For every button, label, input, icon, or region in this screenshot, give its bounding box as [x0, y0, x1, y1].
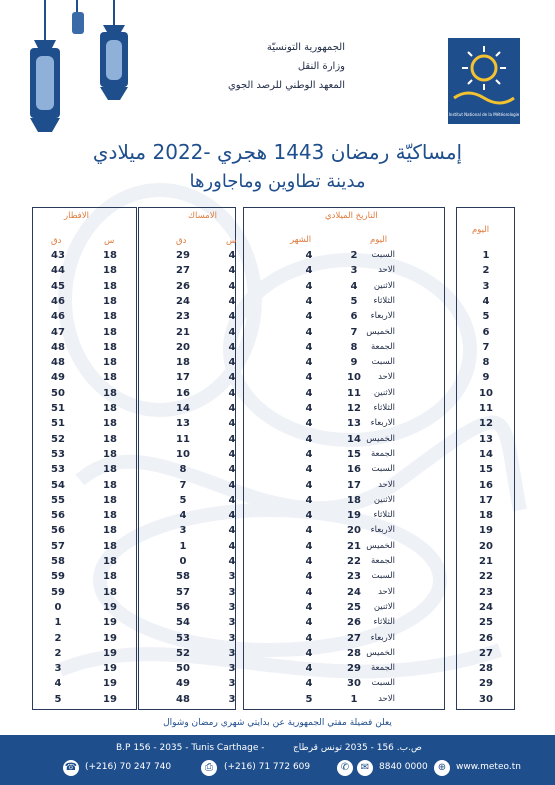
gregorian-day: 23	[347, 571, 361, 583]
header-institute: المعهد الوطني للرصد الجوي	[227, 80, 345, 91]
day-number: 27	[479, 647, 493, 659]
col-header-imsak: الامساك	[188, 211, 217, 221]
imsak-minute: 17	[176, 372, 190, 384]
iftar-hour: 19	[103, 632, 117, 644]
imsak-minutes-header: دق	[176, 236, 187, 246]
imsak-hour: 3	[228, 647, 236, 659]
weekday-name: الثلاثاء	[373, 510, 395, 521]
iftar-minute: 48	[51, 341, 65, 353]
gregorian-month: 4	[305, 586, 313, 598]
sun-wave-icon	[448, 38, 520, 108]
iftar-hour: 18	[103, 571, 117, 583]
imsak-minute: 13	[176, 418, 190, 430]
weekday-name: الاحد	[378, 265, 395, 276]
imsak-hours-header: س	[226, 236, 237, 246]
day-number: 9	[482, 372, 490, 384]
gregorian-day: 15	[347, 448, 361, 460]
address-arabic: ص.ب. 156 - 2035 تونس قرطاج	[293, 743, 422, 753]
weekday-name: الخميس	[366, 647, 395, 658]
gregorian-month: 4	[305, 647, 313, 659]
imsak-hour: 3	[228, 586, 236, 598]
iftar-minutes-header: دق	[51, 236, 62, 246]
gregorian-month: 4	[305, 556, 313, 567]
header-ministry: وزارة النقل	[297, 61, 345, 72]
iftar-hour: 18	[103, 433, 117, 445]
weekday-name: الثلاثاء	[373, 617, 395, 628]
gregorian-month: 4	[305, 617, 313, 629]
imsak-minute: 4	[179, 510, 187, 522]
imsak-hour: 4	[228, 433, 236, 445]
weekday-name: الخميس	[366, 540, 395, 551]
gregorian-month: 4	[305, 418, 313, 430]
day-number: 3	[482, 280, 490, 292]
fax-icon: ⎙	[201, 760, 217, 776]
inm-logo	[448, 38, 520, 124]
imsak-minute: 21	[176, 326, 190, 338]
imsak-hour: 4	[228, 265, 236, 277]
gregorian-day: 11	[347, 387, 361, 399]
imsak-hour: 4	[228, 403, 236, 414]
imsak-minute: 3	[179, 525, 187, 537]
iftar-minute: 44	[51, 265, 65, 277]
iftar-hour: 18	[103, 510, 117, 522]
weekday-name: الاثنين	[373, 601, 395, 612]
gregorian-day: 8	[350, 341, 358, 353]
imsak-hour: 4	[228, 311, 236, 323]
iftar-minute: 2	[54, 632, 62, 644]
weekday-name: الاربعاء	[370, 418, 395, 429]
imsak-minute: 14	[176, 403, 190, 414]
iftar-hour: 19	[103, 693, 117, 705]
imsak-hour: 4	[228, 540, 236, 552]
imsak-hour: 4	[228, 464, 236, 476]
gregorian-day: 7	[350, 326, 358, 338]
iftar-minute: 56	[51, 510, 65, 522]
phone-number-3[interactable]: 8840 0000	[379, 762, 428, 772]
iftar-hour: 19	[103, 678, 117, 690]
imsak-minute: 5	[179, 494, 187, 506]
day-number: 6	[482, 326, 490, 338]
weekday-name: الاربعاء	[370, 311, 395, 322]
iftar-hours-header: س	[104, 236, 115, 246]
day-number: 17	[479, 494, 493, 506]
imsak-hour: 3	[228, 693, 236, 705]
imsak-minute: 24	[176, 295, 190, 307]
gregorian-day: 30	[347, 678, 361, 690]
imsak-hour: 4	[228, 250, 236, 261]
gregorian-month: 4	[305, 326, 313, 338]
iftar-hour: 18	[103, 265, 117, 277]
col-header-month: الشهر	[290, 235, 312, 245]
iftar-minute: 47	[51, 326, 65, 338]
imsak-hour: 3	[228, 663, 236, 675]
imsak-minute: 57	[176, 586, 190, 598]
imsak-minute: 26	[176, 280, 190, 292]
iftar-hour: 18	[103, 357, 117, 369]
day-number: 5	[482, 311, 490, 323]
phone-number-1[interactable]: (+216) 70 247 740	[85, 762, 172, 772]
iftar-minute: 53	[51, 448, 65, 460]
iftar-hour: 18	[103, 418, 117, 430]
gregorian-day: 21	[347, 540, 361, 552]
day-number: 11	[479, 403, 493, 414]
imsak-hour: 4	[228, 479, 236, 491]
gregorian-day: 17	[347, 479, 361, 491]
day-number: 20	[479, 540, 493, 552]
iftar-minute: 2	[54, 647, 62, 659]
iftar-hour: 18	[103, 280, 117, 292]
gregorian-day: 24	[347, 586, 361, 598]
iftar-minute: 51	[51, 418, 65, 430]
gregorian-day: 5	[350, 295, 358, 307]
gregorian-month: 4	[305, 311, 313, 323]
imsak-minute: 27	[176, 265, 190, 277]
iftar-hour: 18	[103, 525, 117, 537]
iftar-hour: 18	[103, 494, 117, 506]
weekday-name: الثلاثاء	[373, 295, 395, 306]
col-header-gregorian: التاريخ الميلادي	[325, 211, 378, 221]
imsak-hour: 4	[228, 357, 236, 369]
iftar-hour: 18	[103, 250, 117, 261]
imsak-minute: 8	[179, 464, 187, 476]
iftar-minute: 59	[51, 571, 65, 583]
gregorian-month: 4	[305, 433, 313, 445]
col-header-iftar: الافطار	[64, 211, 89, 221]
gregorian-day: 12	[347, 403, 361, 414]
iftar-minute: 1	[54, 617, 62, 629]
day-number: 1	[482, 250, 490, 261]
website-link[interactable]: www.meteo.tn	[456, 762, 521, 772]
mobile-phone-icon: ✆	[337, 760, 353, 776]
day-number: 14	[479, 448, 493, 460]
lanterns-illustration	[20, 0, 140, 150]
message-icon: ✉	[357, 760, 373, 776]
gregorian-month: 4	[305, 387, 313, 399]
iftar-minute: 49	[51, 372, 65, 384]
day-number: 12	[479, 418, 493, 430]
imsak-minute: 1	[179, 540, 187, 552]
imsak-hour: 3	[228, 571, 236, 583]
iftar-minute: 3	[54, 663, 62, 675]
gregorian-day: 22	[347, 556, 361, 567]
iftar-minute: 43	[51, 250, 65, 261]
iftar-hour: 18	[103, 556, 117, 567]
imsak-hour: 4	[228, 418, 236, 430]
weekday-name: الاثنين	[373, 280, 395, 291]
header-republic: الجمهورية التونسيّة	[266, 42, 345, 53]
imsak-minute: 52	[176, 647, 190, 659]
imsak-minute: 0	[179, 556, 187, 567]
gregorian-day: 14	[347, 433, 361, 445]
iftar-minute: 58	[51, 556, 65, 567]
imsak-minute: 56	[176, 601, 190, 613]
gregorian-month: 4	[305, 525, 313, 537]
imsak-minute: 23	[176, 311, 190, 323]
iftar-minute: 45	[51, 280, 65, 292]
iftar-hour: 18	[103, 311, 117, 323]
gregorian-day: 13	[347, 418, 361, 430]
footer-bar	[0, 735, 555, 785]
gregorian-month: 4	[305, 341, 313, 353]
col-header-day: اليوم	[472, 225, 490, 235]
weekday-name: الخميس	[366, 433, 395, 444]
iftar-hour: 19	[103, 663, 117, 675]
gregorian-month: 4	[305, 479, 313, 491]
iftar-minute: 50	[51, 387, 65, 399]
gregorian-month: 4	[305, 540, 313, 552]
gregorian-day: 2	[350, 250, 358, 261]
day-number: 7	[482, 341, 490, 353]
imsak-hour: 4	[228, 448, 236, 460]
iftar-hour: 19	[103, 601, 117, 613]
iftar-hour: 19	[103, 647, 117, 659]
gregorian-month: 4	[305, 250, 313, 261]
weekday-name: السبت	[371, 678, 395, 689]
iftar-hour: 18	[103, 295, 117, 307]
imsak-hour: 4	[228, 372, 236, 384]
day-number: 30	[479, 693, 493, 705]
day-number: 10	[479, 387, 493, 399]
iftar-hour: 18	[103, 448, 117, 460]
imsak-minute: 29	[176, 250, 190, 261]
imsak-minute: 53	[176, 632, 190, 644]
day-number: 18	[479, 510, 493, 522]
gregorian-day: 10	[347, 372, 361, 384]
weekday-name: الاحد	[378, 586, 395, 597]
col-header-weekday: اليوم	[370, 235, 388, 245]
gregorian-month: 4	[305, 448, 313, 460]
phone-number-2[interactable]: (+216) 71 772 609	[224, 762, 311, 772]
phone-icon: ☎	[63, 760, 79, 776]
day-number: 15	[479, 464, 493, 476]
iftar-hour: 18	[103, 479, 117, 491]
day-number: 25	[479, 617, 493, 629]
weekday-name: الثلاثاء	[373, 403, 395, 413]
gregorian-day: 9	[350, 357, 358, 369]
imsak-hour: 4	[228, 326, 236, 338]
imsak-hour: 4	[228, 494, 236, 506]
weekday-name: الاحد	[378, 372, 395, 383]
imsak-hour: 3	[228, 601, 236, 613]
gregorian-day: 26	[347, 617, 361, 629]
weekday-name: السبت	[371, 250, 395, 260]
imsak-hour: 4	[228, 295, 236, 307]
gregorian-day: 20	[347, 525, 361, 537]
day-number: 28	[479, 663, 493, 675]
iftar-hour: 18	[103, 372, 117, 384]
weekday-name: الاربعاء	[370, 632, 395, 643]
gregorian-day: 1	[350, 693, 358, 705]
gregorian-day: 16	[347, 464, 361, 476]
iftar-minute: 54	[51, 479, 65, 491]
weekday-name: الاثنين	[373, 494, 395, 505]
imsak-minute: 54	[176, 617, 190, 629]
iftar-minute: 55	[51, 494, 65, 506]
imsak-hour: 3	[228, 632, 236, 644]
iftar-minute: 0	[54, 601, 62, 613]
imsak-hour: 4	[228, 556, 236, 567]
gregorian-month: 4	[305, 265, 313, 277]
logo-caption: Institut National de la Météorologie	[448, 112, 520, 117]
gregorian-day: 3	[350, 265, 358, 277]
gregorian-month: 4	[305, 464, 313, 476]
gregorian-day: 28	[347, 647, 361, 659]
gregorian-month: 5	[305, 693, 313, 705]
imsak-hour: 4	[228, 280, 236, 292]
gregorian-month: 4	[305, 372, 313, 384]
imsak-hour: 3	[228, 617, 236, 629]
gregorian-month: 4	[305, 494, 313, 506]
gregorian-day: 18	[347, 494, 361, 506]
iftar-minute: 56	[51, 525, 65, 537]
weekday-name: السبت	[371, 464, 395, 475]
iftar-minute: 59	[51, 586, 65, 598]
gregorian-day: 27	[347, 632, 361, 644]
iftar-minute: 46	[51, 295, 65, 307]
weekday-name: السبت	[371, 357, 395, 368]
gregorian-day: 6	[350, 311, 358, 323]
day-number: 4	[482, 295, 490, 307]
imsak-minute: 48	[176, 693, 190, 705]
gregorian-month: 4	[305, 403, 313, 414]
weekday-name: الاحد	[378, 479, 395, 490]
imsak-minute: 16	[176, 387, 190, 399]
globe-icon: ⊕	[434, 760, 450, 776]
iftar-minute: 51	[51, 403, 65, 414]
iftar-hour: 18	[103, 341, 117, 353]
gregorian-month: 4	[305, 357, 313, 369]
iftar-hour: 18	[103, 387, 117, 399]
imsak-hour: 3	[228, 678, 236, 690]
imsak-minute: 20	[176, 341, 190, 353]
gregorian-day: 4	[350, 280, 358, 292]
gregorian-day: 19	[347, 510, 361, 522]
city-subtitle: مدينة تطاوين وماجاورها	[189, 171, 366, 192]
gregorian-day: 29	[347, 663, 361, 675]
address-french: B.P 156 - 2035 - Tunis Carthage -	[116, 743, 265, 753]
weekday-name: الجمعة	[370, 341, 395, 352]
gregorian-month: 4	[305, 295, 313, 307]
day-number: 24	[479, 601, 493, 613]
iftar-minute: 57	[51, 540, 65, 552]
day-number: 22	[479, 571, 493, 583]
day-number: 2	[482, 265, 490, 277]
gregorian-month: 4	[305, 280, 313, 292]
iftar-minute: 46	[51, 311, 65, 323]
iftar-hour: 18	[103, 586, 117, 598]
weekday-name: الجمعة	[370, 663, 395, 674]
weekday-name: الاحد	[378, 693, 395, 704]
page-title: إمساكيّة رمضان 1443 هجري -2022 ميلادي	[92, 140, 463, 164]
iftar-minute: 48	[51, 357, 65, 369]
day-number: 29	[479, 678, 493, 690]
day-number: 23	[479, 586, 493, 598]
imsak-hour: 4	[228, 341, 236, 353]
imsak-minute: 18	[176, 357, 190, 369]
weekday-name: الاثنين	[373, 387, 395, 398]
iftar-minute: 52	[51, 433, 65, 445]
day-number: 19	[479, 525, 493, 537]
imsak-minute: 50	[176, 663, 190, 675]
gregorian-month: 4	[305, 601, 313, 613]
imsak-minute: 49	[176, 678, 190, 690]
weekday-name: الجمعة	[370, 556, 395, 566]
gregorian-month: 4	[305, 571, 313, 583]
iftar-hour: 18	[103, 403, 117, 414]
weekday-name: السبت	[371, 571, 395, 582]
gregorian-month: 4	[305, 678, 313, 690]
iftar-hour: 18	[103, 326, 117, 338]
weekday-name: الاربعاء	[370, 525, 395, 536]
gregorian-month: 4	[305, 663, 313, 675]
iftar-minute: 4	[54, 678, 62, 690]
gregorian-day: 25	[347, 601, 361, 613]
iftar-minute: 53	[51, 464, 65, 476]
gregorian-month: 4	[305, 510, 313, 522]
weekday-name: الجمعة	[370, 448, 395, 459]
imsak-hour: 4	[228, 525, 236, 537]
iftar-hour: 19	[103, 617, 117, 629]
imsak-hour: 4	[228, 387, 236, 399]
day-number: 26	[479, 632, 493, 644]
mufti-note: يعلن فضيلة مفتي الجمهورية عن بدايتي شهري رمضان وشوال	[163, 718, 392, 728]
day-number: 8	[482, 357, 490, 369]
day-number: 16	[479, 479, 493, 491]
imsak-minute: 7	[179, 479, 187, 491]
day-number: 21	[479, 556, 493, 567]
imsak-minute: 58	[176, 571, 190, 583]
weekday-name: الخميس	[366, 326, 395, 337]
imsak-minute: 11	[176, 433, 190, 445]
day-number: 13	[479, 433, 493, 445]
imsak-hour: 4	[228, 510, 236, 522]
iftar-minute: 5	[54, 693, 62, 705]
iftar-hour: 18	[103, 540, 117, 552]
gregorian-month: 4	[305, 632, 313, 644]
iftar-hour: 18	[103, 464, 117, 476]
imsak-minute: 10	[176, 448, 190, 460]
